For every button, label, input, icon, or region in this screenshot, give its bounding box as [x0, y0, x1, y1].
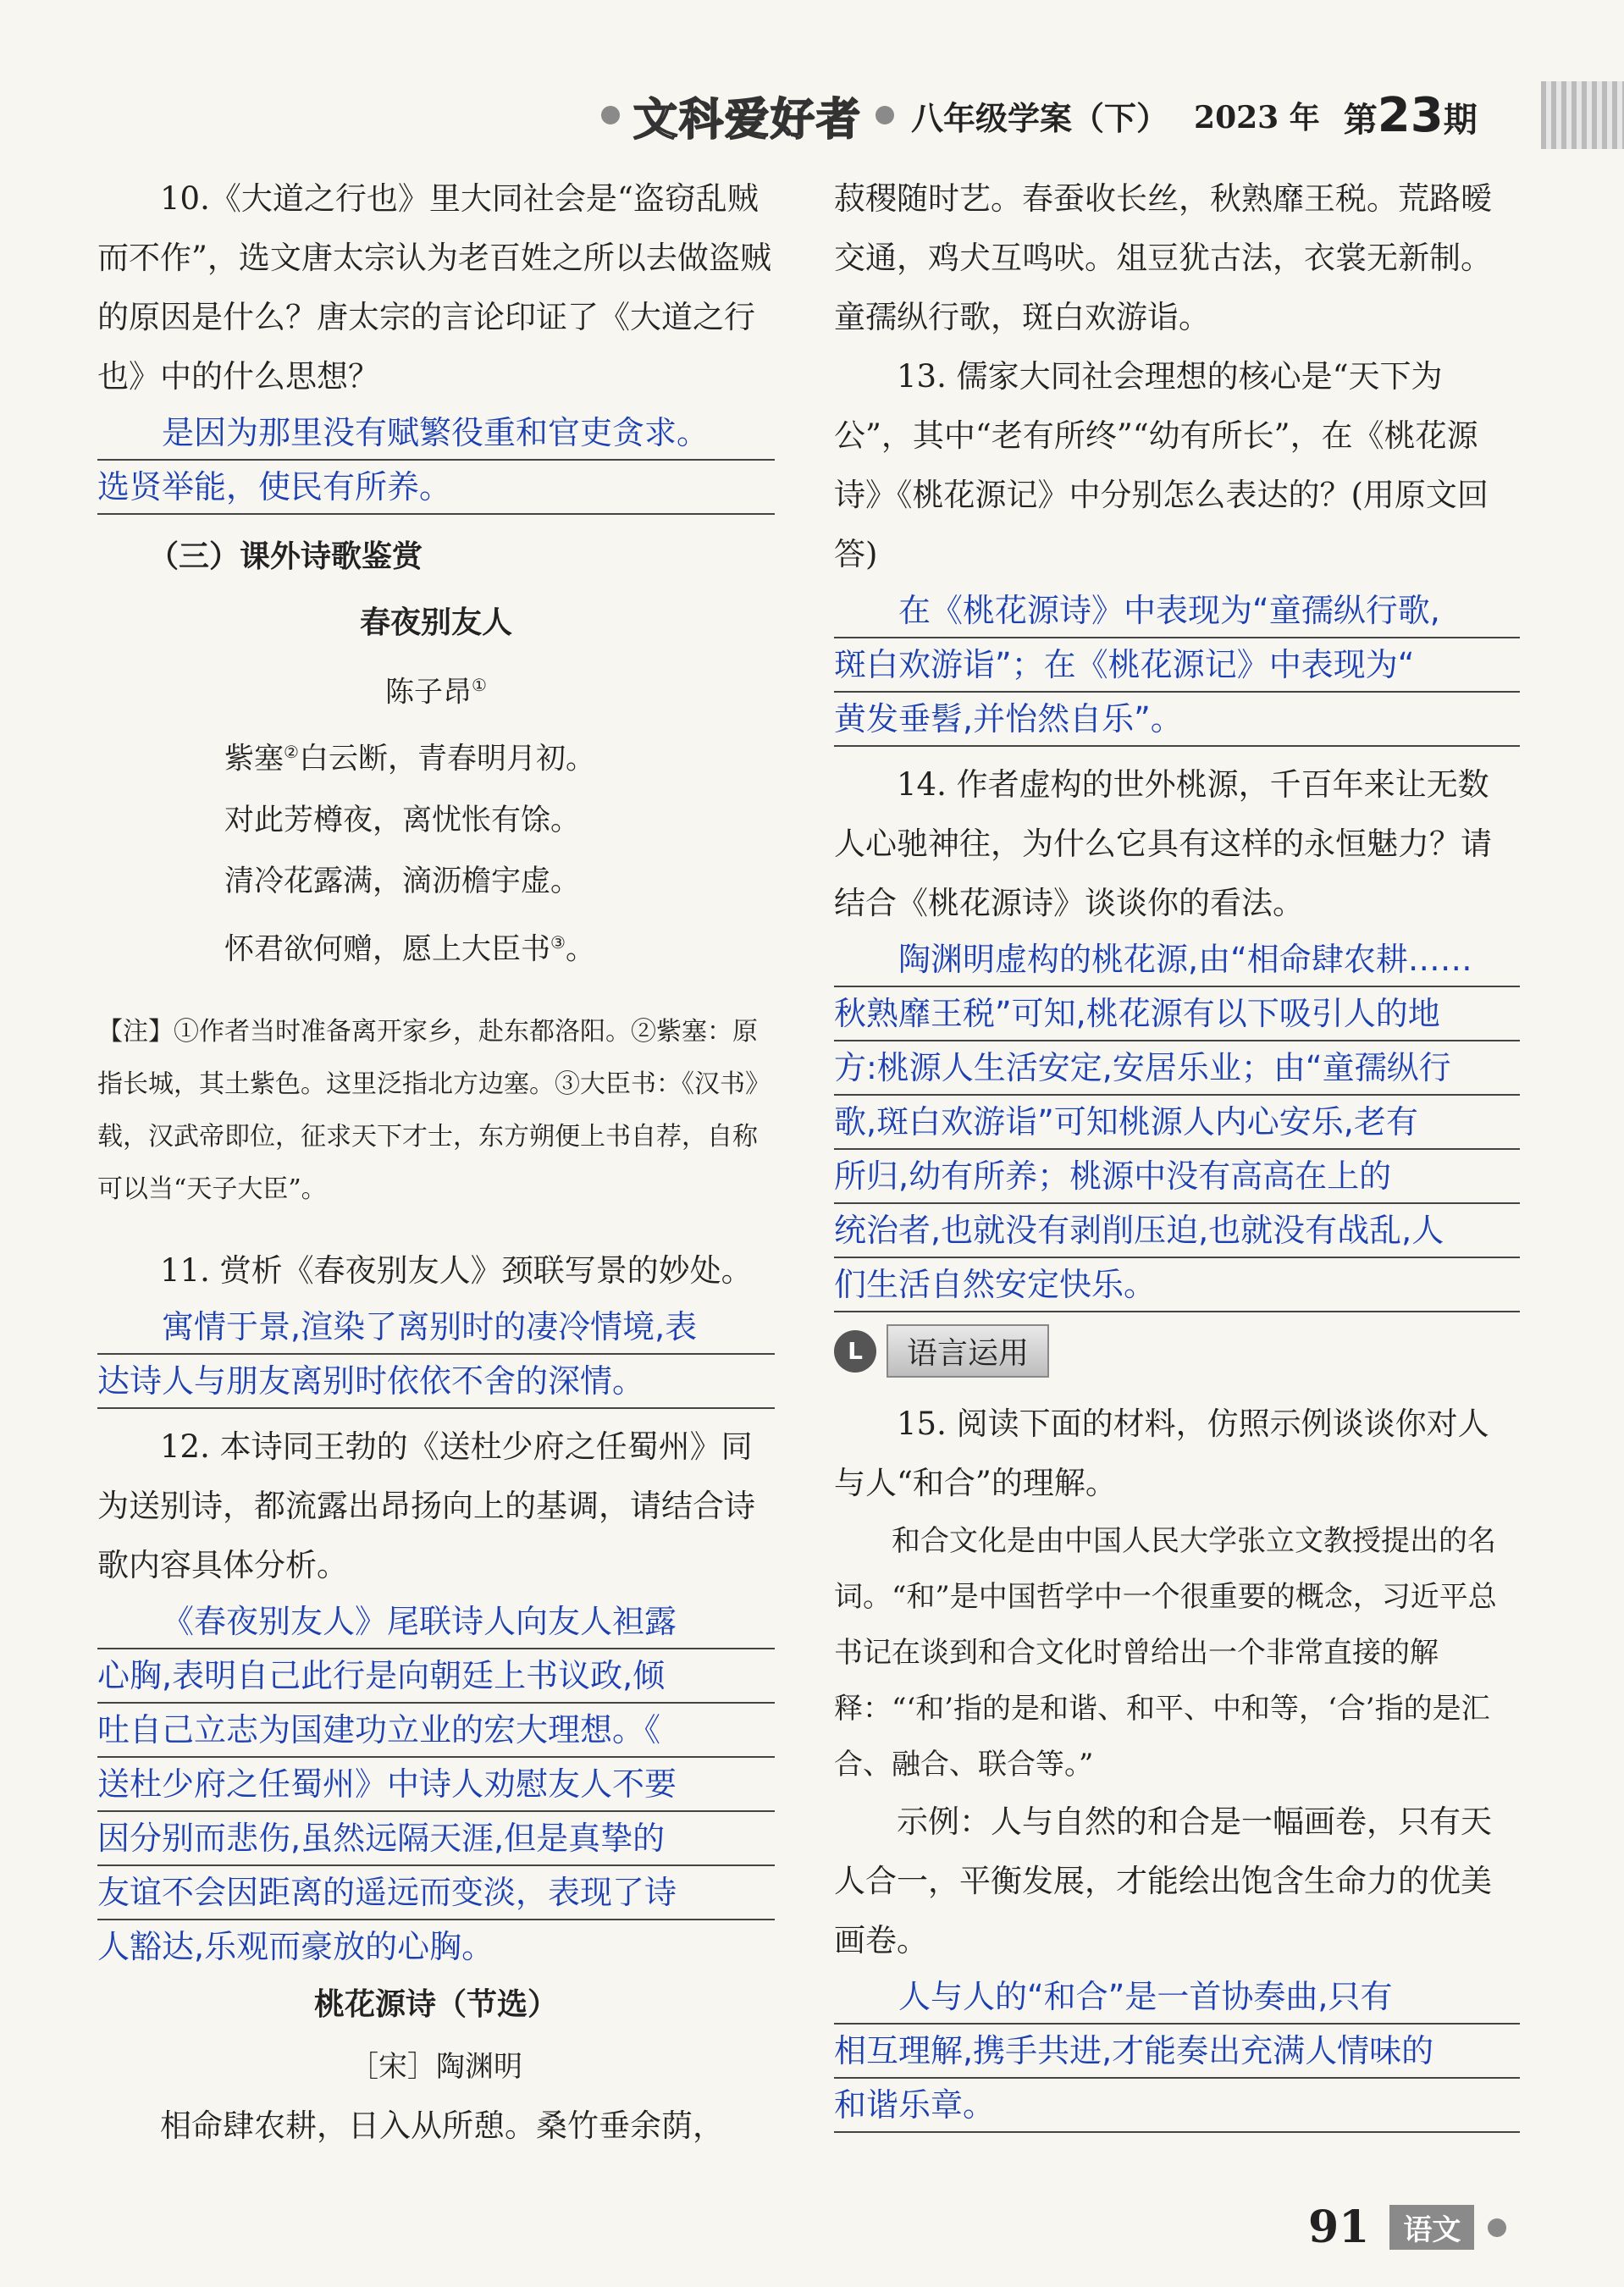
- question-13: 13. 儒家大同社会理想的核心是“天下为公”，其中“老有所终”“幼有所长”，在《桃花源诗》《桃花源记》中分别怎么表达的？(用原文回答): [834, 358, 1489, 572]
- right-column: [834, 169, 1520, 2133]
- poem2-continued: 菽稷随时艺。春蚕收长丝，秋熟靡王税。荒路暧交通，鸡犬互鸣吠。俎豆犹古法，衣裳无新制。童孺纵行歌，斑白欢游诣。: [834, 180, 1492, 335]
- magazine-logo: 文科爱好者: [633, 94, 863, 146]
- page-footer: [1308, 2201, 1506, 2253]
- answer-12: 《春夜别友人》尾联诗人向友人袒露 心胸,表明自己此行是向朝廷上书议政,倾 吐自己立志为国建功立业的宏大理想。《 送杜少府之任蜀州》中诗人劝慰友人不要 因分别而悲伤,虽然远隔天涯,但是真挚的 友谊不会因距离的遥远而变淡，表现了诗 人豁达,乐观而豪放的心胸。: [97, 1595, 775, 1973]
- bullet-icon: [876, 106, 894, 124]
- page-number: 91: [1308, 2201, 1370, 2253]
- section-heading: （三）课外诗歌鉴赏: [148, 539, 423, 574]
- masthead: [601, 81, 1478, 149]
- poem-lines: 紫塞②白云断，青春明月初。 对此芳樽夜，离忧怅有馀。 清冷花露满，滴沥檐宇虚。 怀君欲何赠，愿上大臣书③。: [224, 742, 595, 967]
- poem-notes: 【注】①作者当时准备离开家乡，赴东都洛阳。②紫塞：原指长城，其土紫色。这里泛指北方边塞。③大臣书：《汉书》载，汉武帝即位，征求天下才士，东方朔便上书自荐，自称可以当“天子大臣”。: [97, 1016, 771, 1204]
- subject-tag: 语文: [1389, 2205, 1474, 2250]
- answer-15: 人与人的“和合”是一首协奏曲,只有 相互理解,携手共进,才能奏出充满人情味的 和谐乐章。: [834, 1970, 1520, 2133]
- poem2-text: 相命肆农耕，日入从所憩。桑竹垂余荫，: [160, 2107, 724, 2144]
- header-stripe: [1541, 81, 1624, 149]
- grade-label: 八年级学案（下）: [911, 99, 1169, 137]
- question-15: 15. 阅读下面的材料，仿照示例谈谈你对人与人“和合”的理解。: [834, 1406, 1489, 1501]
- answer-11: 寓情于景,渲染了离别时的凄冷情境,表 达诗人与朋友离别时依依不舍的深情。: [97, 1301, 775, 1409]
- answer-10: 是因为那里没有赋繁役重和官吏贪求。 选贤举能，使民有所养。: [97, 406, 775, 515]
- question-11: 11. 赏析《春夜别友人》颈联写景的妙处。: [160, 1251, 753, 1289]
- section-badge: [834, 1324, 1520, 1378]
- question-12: 12. 本诗同王勃的《送杜少府之任蜀州》同为送别诗，都流露出昂扬向上的基调，请结合诗歌内容具体分析。: [97, 1428, 755, 1583]
- question-10: 10.《大道之行也》里大同社会是“盗窃乱贼而不作”，选文唐太宗认为老百姓之所以去做盗贼的原因是什么？唐太宗的言论印证了《大道之行也》中的什么思想？: [97, 180, 771, 395]
- bullet-icon: [601, 106, 620, 124]
- example-text: 示例：人与自然的和合是一幅画卷，只有天人合一，平衡发展，才能绘出饱含生命力的优美画卷。: [834, 1804, 1492, 1958]
- left-column: [97, 169, 775, 2156]
- answer-14: 陶渊明虚构的桃花源,由“相命肆农耕…… 秋熟靡王税”可知,桃花源有以下吸引人的地 方:桃源人生活安定,安居乐业；由“童孺纵行 歌,斑白欢游诣”可知桃源人内心安乐,老有 所归,幼有所养；桃源中没有高高在上的 统治者,也就没有剥削压迫,也就没有战乱,人 们生活自然安定快乐。: [834, 933, 1520, 1312]
- answer-13: 在《桃花源诗》中表现为“童孺纵行歌, 斑白欢游诣”；在《桃花源记》中表现为“ 黄发垂髫,并怡然自乐”。: [834, 584, 1520, 747]
- bullet-icon: [1488, 2218, 1506, 2237]
- badge-label: 语言运用: [887, 1324, 1049, 1378]
- poem-title: 春夜别友人: [359, 605, 512, 640]
- year-label: 2023 年: [1194, 99, 1320, 135]
- poem2-title: 桃花源诗（节选）: [313, 1986, 558, 2022]
- issue-label: 第23期: [1343, 87, 1478, 143]
- poem2-author: ［宋］陶渊明: [350, 2049, 522, 2084]
- language-use-icon: L: [834, 1330, 876, 1373]
- question-14: 14. 作者虚构的世外桃源，千百年来让无数人心驰神往，为什么它具有这样的永恒魅力？请结合《桃花源诗》谈谈你的看法。: [834, 766, 1492, 921]
- poem-author: 陈子昂①: [385, 675, 487, 710]
- material-text: 和合文化是由中国人民大学张立文教授提出的名词。“和”是中国哲学中一个很重要的概念，习近平总书记在谈到和合文化时曾给出一个非常直接的解释：“‘和’指的是和谐、和平、中和等，‘合’指的是汇合、融合、联合等。”: [834, 1524, 1497, 1782]
